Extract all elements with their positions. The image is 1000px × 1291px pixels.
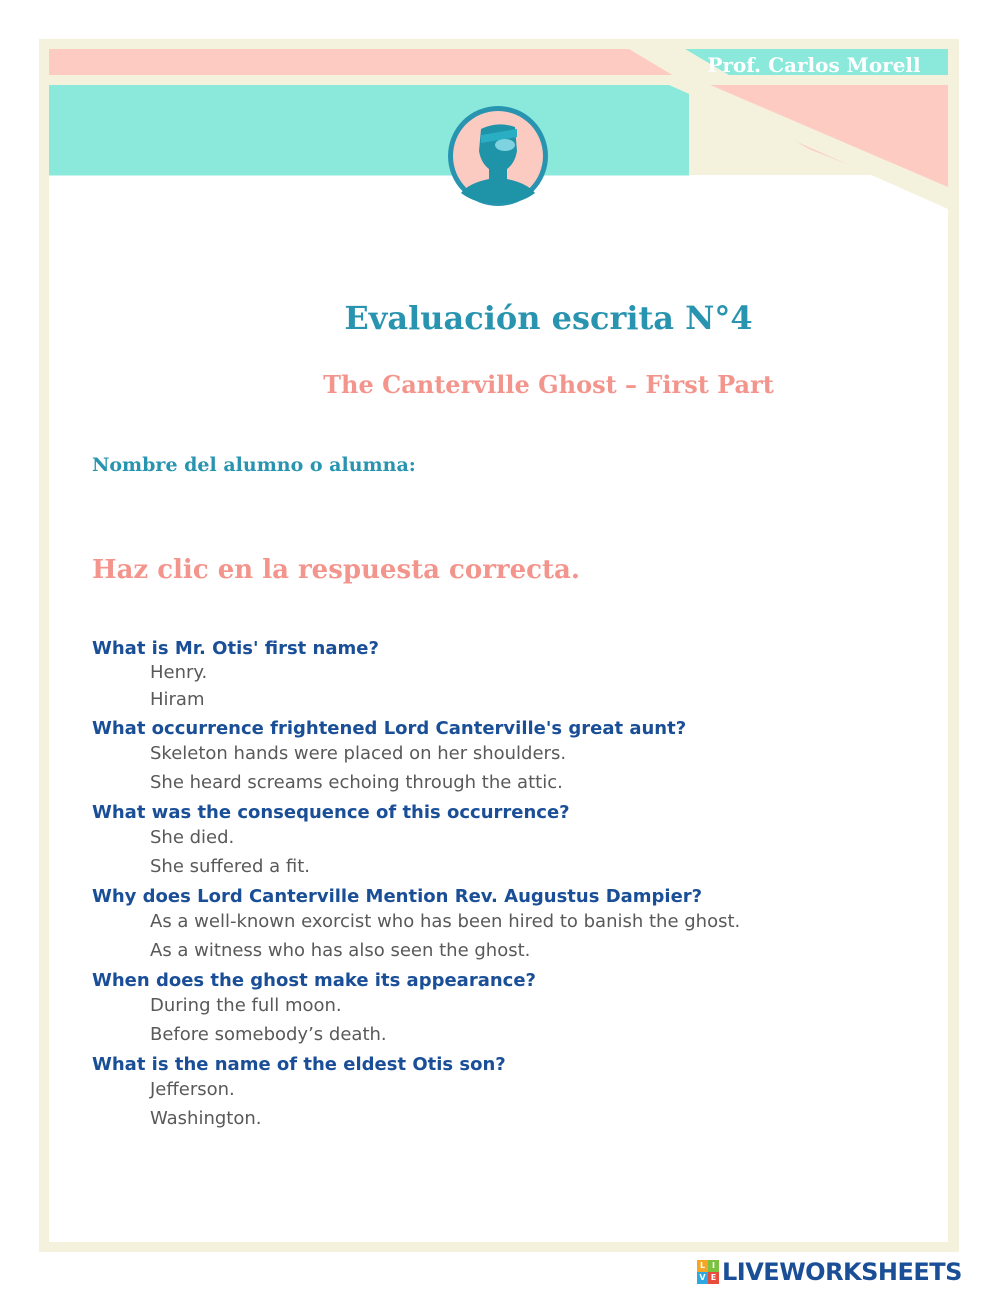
page-title: Evaluación escrita N°4 [344, 299, 753, 337]
question-text: What is the name of the eldest Otis son? [92, 1054, 506, 1075]
brand-name: LIVEWORKSHEETS [722, 1258, 962, 1286]
question-item [92, 718, 912, 797]
question-text: What is Mr. Otis' first name? [92, 638, 379, 659]
question-text: What occurrence frightened Lord Canterville's great aunt? [92, 718, 687, 739]
liveworksheets-icon: L I V E [697, 1260, 719, 1284]
question-text: What was the consequence of this occurrence? [92, 802, 570, 823]
question-item [92, 970, 912, 1049]
question-item [92, 1054, 912, 1133]
answer-option[interactable]: Skeleton hands were placed on her shoulders. [150, 743, 567, 764]
answer-option[interactable]: During the full moon. [150, 995, 342, 1016]
answer-option[interactable]: She heard screams echoing through the attic. [150, 772, 563, 793]
answer-option[interactable]: Washington. [150, 1108, 262, 1129]
author-name: Prof. Carlos Morell [707, 53, 921, 77]
question-list [92, 638, 912, 1138]
ghost-avatar-icon [447, 105, 549, 207]
question-item [92, 886, 912, 965]
answer-option[interactable]: Henry. [150, 662, 208, 683]
student-name-label: Nombre del alumno o alumna: [92, 454, 416, 476]
question-item [92, 638, 912, 713]
question-item [92, 802, 912, 881]
worksheet-page [49, 49, 948, 1242]
answer-option[interactable]: Before somebody’s death. [150, 1024, 387, 1045]
page-subtitle: The Canterville Ghost – First Part [323, 370, 774, 399]
answer-option[interactable]: As a well-known exorcist who has been hired to banish the ghost. [150, 911, 741, 932]
question-text: When does the ghost make its appearance? [92, 970, 536, 991]
answer-option[interactable]: She suffered a fit. [150, 856, 310, 877]
answer-option[interactable]: She died. [150, 827, 235, 848]
answer-option[interactable]: Jefferson. [150, 1079, 235, 1100]
answer-option[interactable]: Hiram [150, 689, 205, 710]
question-text: Why does Lord Canterville Mention Rev. Augustus Dampier? [92, 886, 703, 907]
liveworksheets-logo[interactable] [697, 1257, 962, 1287]
answer-option[interactable]: As a witness who has also seen the ghost. [150, 940, 531, 961]
instruction-text: Haz clic en la respuesta correcta. [92, 555, 580, 585]
